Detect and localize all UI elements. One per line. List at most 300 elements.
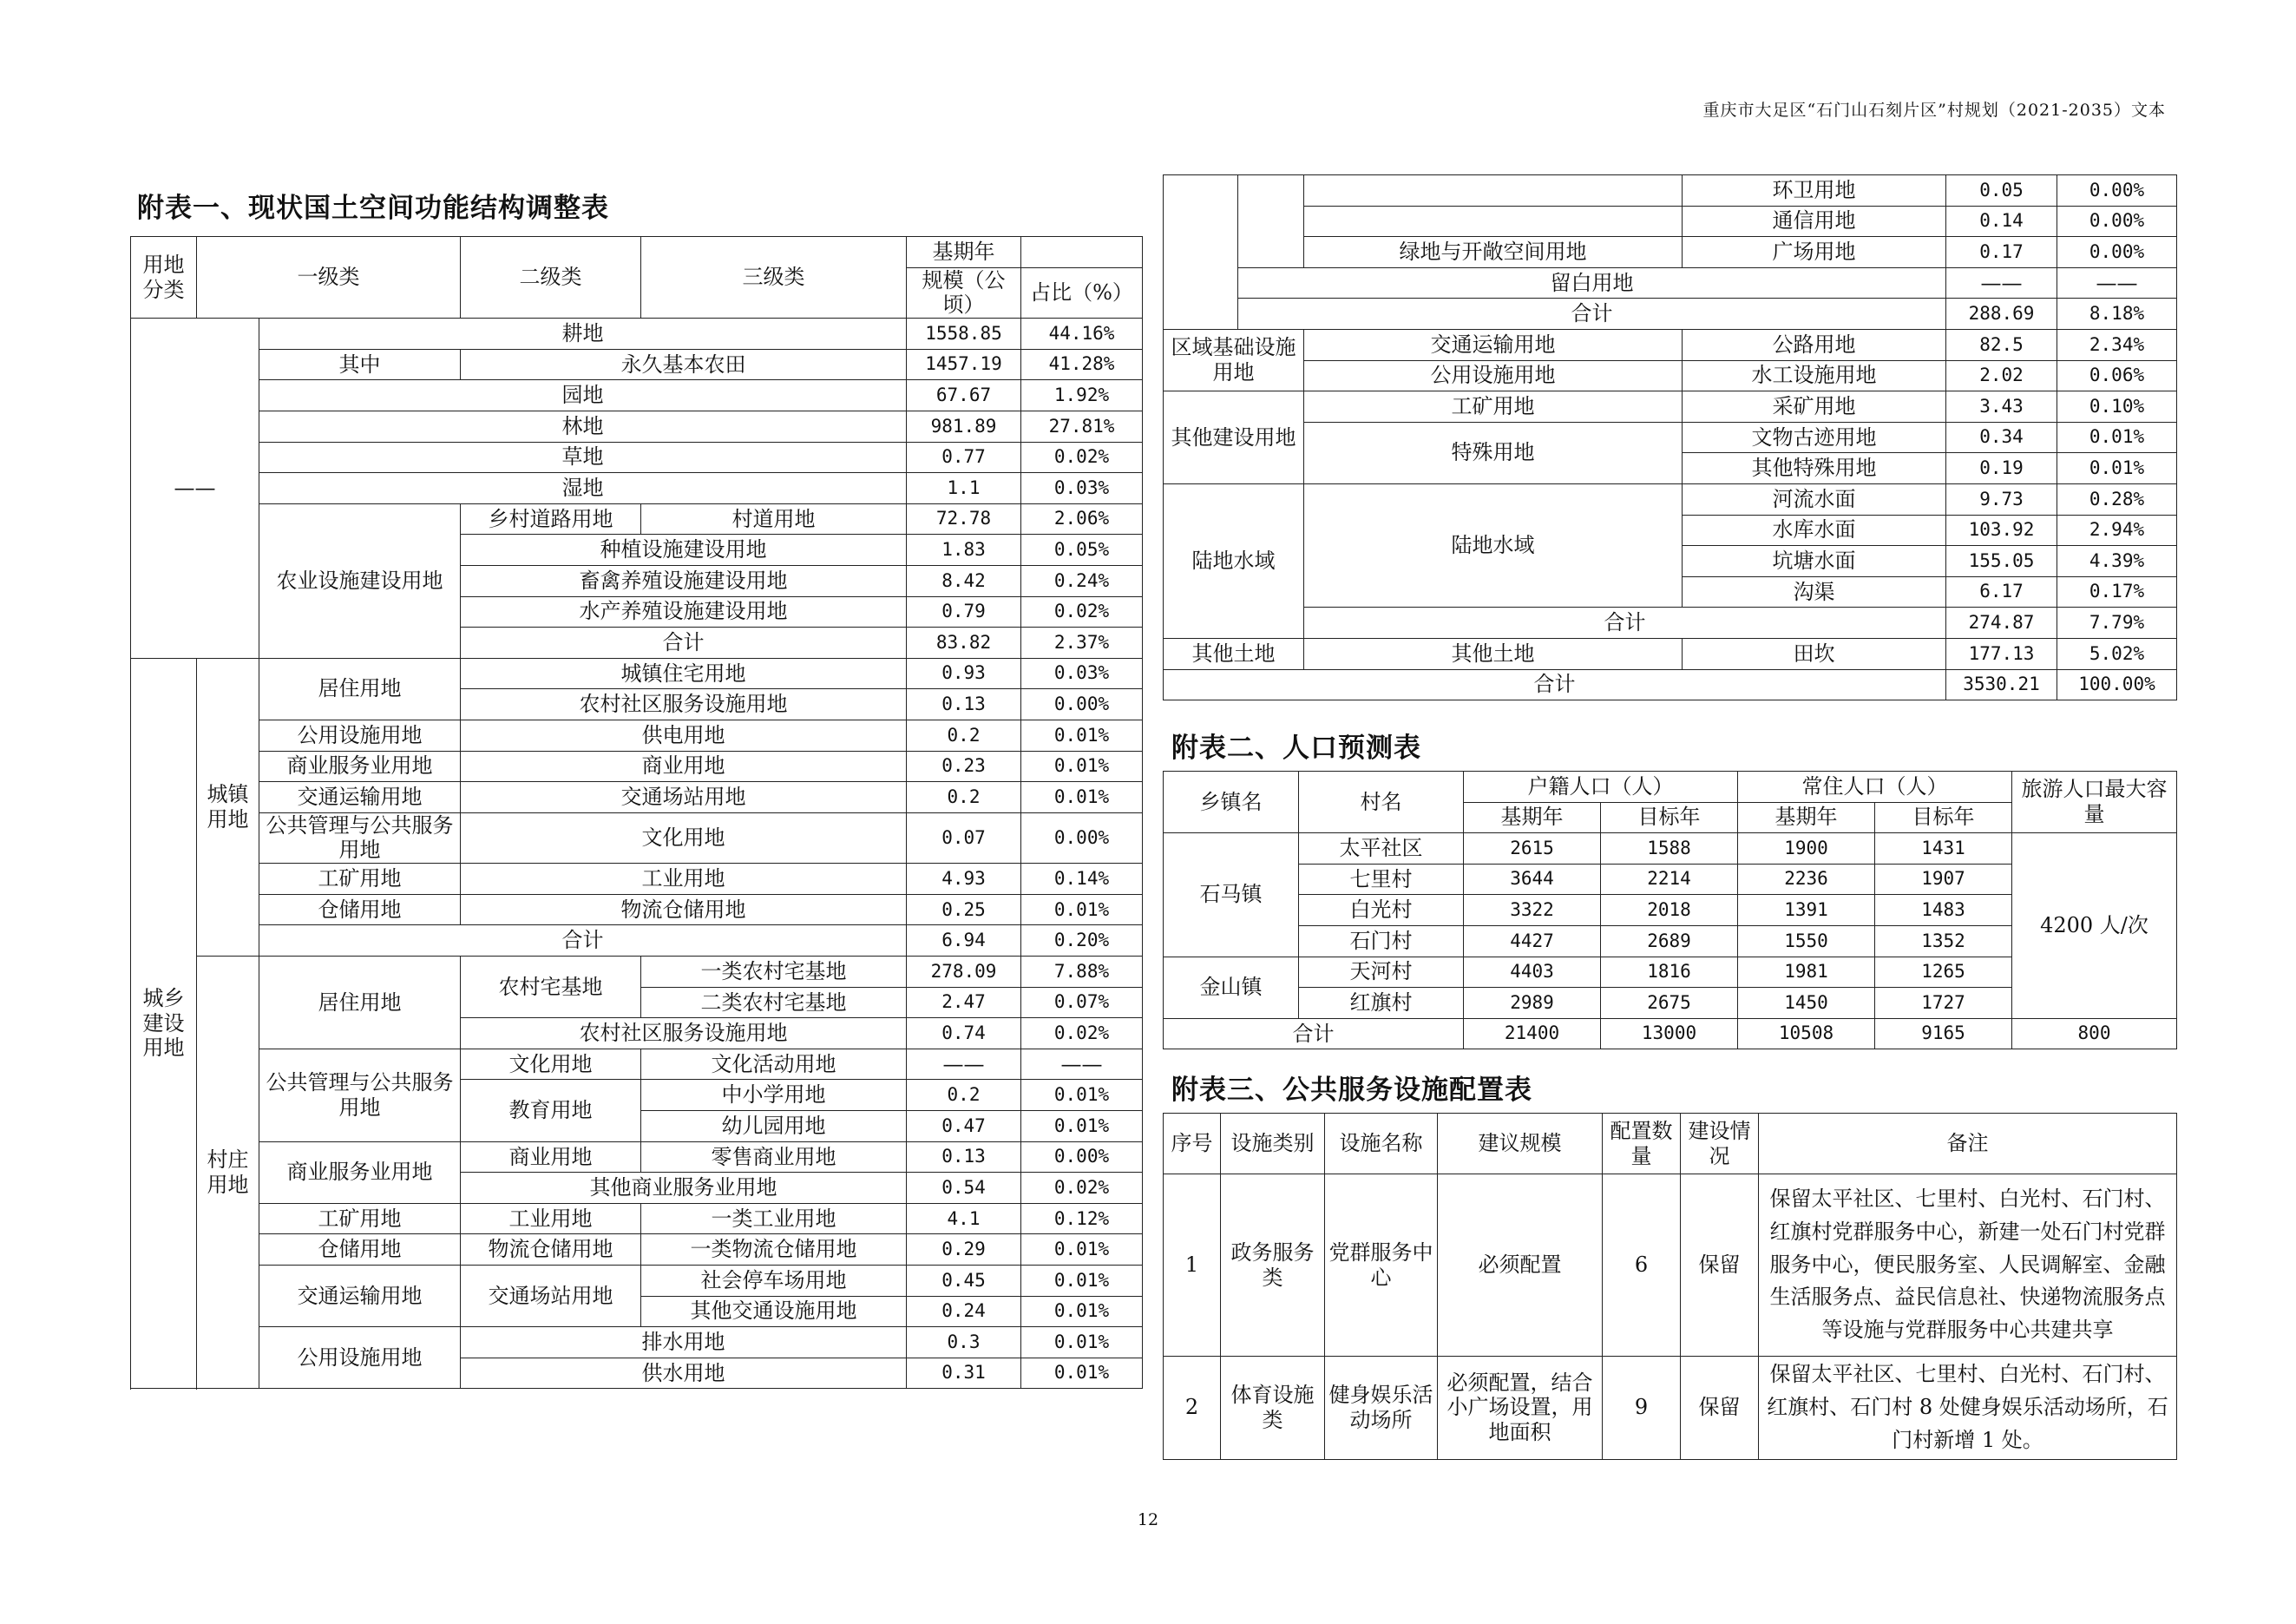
table-cell: 10508 xyxy=(1738,1018,1875,1049)
table-cell: 4.39% xyxy=(2057,546,2177,577)
table-cell: 0.01% xyxy=(2057,422,2177,453)
table-cell: 274.87 xyxy=(1946,608,2057,639)
table-cell: 9.73 xyxy=(1946,483,2057,515)
table-cell: 其他商业服务业用地 xyxy=(461,1173,907,1204)
table-cell: 其他建设用地 xyxy=(1164,391,1304,484)
header-cell: 设施名称 xyxy=(1325,1114,1438,1174)
table-row xyxy=(131,1234,1143,1266)
table-cell: 仓储用地 xyxy=(259,894,461,925)
table-cell: 0.74 xyxy=(907,1018,1021,1049)
table-cell: 1907 xyxy=(1875,864,2012,895)
table-cell: 农村社区服务设施用地 xyxy=(461,689,907,720)
table-row xyxy=(131,1266,1143,1297)
table-cell: 工业用地 xyxy=(461,1203,641,1234)
table-cell: 0.31 xyxy=(907,1358,1021,1389)
table-cell: 商业用地 xyxy=(461,1141,641,1173)
table-cell: 交通场站用地 xyxy=(461,1266,641,1327)
table-cell: 0.93 xyxy=(907,658,1021,689)
table-cell: 1900 xyxy=(1738,833,1875,865)
table-cell: 文物古迹用地 xyxy=(1683,422,1946,453)
table-cell: 8.18% xyxy=(2057,299,2177,330)
header-cell: 序号 xyxy=(1164,1114,1221,1174)
table-row xyxy=(131,894,1143,925)
header-cell: 基期年 xyxy=(907,237,1021,268)
table-cell: 1550 xyxy=(1738,925,1875,957)
table-cell: 公共管理与公共服务用地 xyxy=(259,1049,461,1141)
header-cell: 一级类 xyxy=(197,237,461,319)
table-cell: 0.34 xyxy=(1946,422,2057,453)
table-cell: 石门村 xyxy=(1299,925,1464,957)
table-cell: 文化用地 xyxy=(461,1049,641,1080)
table-cell: 0.01% xyxy=(1021,1358,1143,1389)
table-cell: 1352 xyxy=(1875,925,2012,957)
table-cell: 177.13 xyxy=(1946,638,2057,669)
table-cell: 2.47 xyxy=(907,987,1021,1018)
table-cell: 水工设施用地 xyxy=(1683,360,1946,391)
table-cell: 零售商业用地 xyxy=(641,1141,907,1173)
table-row xyxy=(131,864,1143,895)
table-cell: 41.28% xyxy=(1021,349,1143,380)
table-cell xyxy=(1164,175,1238,330)
table-cell: 0.00% xyxy=(1021,1141,1143,1173)
table-cell: 政务服务类 xyxy=(1221,1174,1325,1357)
table-cell: 2.37% xyxy=(1021,628,1143,659)
table-cell: 交通运输用地 xyxy=(259,1266,461,1327)
header-cell: 目标年 xyxy=(1601,802,1738,833)
land-structure-table-continued xyxy=(1163,174,2177,700)
table-cell xyxy=(1304,206,1683,237)
table-cell: 7.79% xyxy=(2057,608,2177,639)
table-row xyxy=(131,349,1143,380)
table-cell: 物流仓储用地 xyxy=(461,1234,641,1266)
table-cell: 坑塘水面 xyxy=(1683,546,1946,577)
table-cell: 83.82 xyxy=(907,628,1021,659)
table-row xyxy=(1164,833,2177,865)
table-row xyxy=(1164,669,2177,700)
table-cell: 2.34% xyxy=(2057,329,2177,360)
table-row xyxy=(1164,206,2177,237)
table-row xyxy=(131,925,1143,957)
table-cell: 合计 xyxy=(1238,299,1946,330)
table-cell: 太平社区 xyxy=(1299,833,1464,865)
table-cell: 0.10% xyxy=(2057,391,2177,423)
table-cell: 公用设施用地 xyxy=(1304,360,1683,391)
table-cell: 农村宅基地 xyxy=(461,957,641,1018)
table-cell: 0.02% xyxy=(1021,1173,1143,1204)
table-cell: 种植设施建设用地 xyxy=(461,535,907,566)
table-cell: 0.25 xyxy=(907,894,1021,925)
table-cell: 0.01% xyxy=(1021,720,1143,751)
table-cell: 园地 xyxy=(259,380,907,411)
table-cell: 城镇用地 xyxy=(197,658,259,956)
table-cell: —— xyxy=(1946,267,2057,299)
table-cell: 0.17% xyxy=(2057,576,2177,608)
table-row xyxy=(131,1203,1143,1234)
table-cell: 合计 xyxy=(1164,669,1946,700)
table-cell: 9 xyxy=(1603,1357,1681,1460)
table-cell: 供水用地 xyxy=(461,1358,907,1389)
table-cell: 白光村 xyxy=(1299,895,1464,926)
table-row xyxy=(1164,1114,2177,1174)
header-cell: 户籍人口（人） xyxy=(1464,772,1738,803)
table-cell: 1265 xyxy=(1875,957,2012,988)
table-cell: 0.01% xyxy=(1021,1111,1143,1142)
table-cell: 0.01% xyxy=(1021,1296,1143,1327)
table-cell: 公用设施用地 xyxy=(259,1327,461,1389)
table-cell: 物流仓储用地 xyxy=(461,894,907,925)
table-cell: 6 xyxy=(1603,1174,1681,1357)
table-row xyxy=(1164,360,2177,391)
table-cell: 0.00% xyxy=(2057,175,2177,207)
table-row xyxy=(1164,772,2177,803)
table-row xyxy=(1164,608,2177,639)
table-cell xyxy=(1304,175,1683,207)
table-cell: 二类农村宅基地 xyxy=(641,987,907,1018)
table-cell: 排水用地 xyxy=(461,1327,907,1358)
table-cell: 金山镇 xyxy=(1164,957,1299,1018)
table-row xyxy=(131,1141,1143,1173)
table-cell: 村庄用地 xyxy=(197,957,259,1389)
table-cell: 红旗村 xyxy=(1299,988,1464,1019)
table-cell: 其他特殊用地 xyxy=(1683,453,1946,484)
table-cell: 广场用地 xyxy=(1683,237,1946,268)
table-cell: 畜禽养殖设施建设用地 xyxy=(461,565,907,596)
table-cell: 农业设施建设用地 xyxy=(259,503,461,658)
land-structure-table xyxy=(130,236,1143,1389)
table-cell: 保留 xyxy=(1681,1174,1759,1357)
table-cell: 交通场站用地 xyxy=(461,782,907,813)
table-cell: 0.01% xyxy=(1021,1080,1143,1111)
table-cell: 0.14% xyxy=(1021,864,1143,895)
table-row xyxy=(131,237,1143,268)
population-table xyxy=(1163,771,2177,1049)
table-cell: 文化用地 xyxy=(461,812,907,864)
table-cell: 0.24% xyxy=(1021,565,1143,596)
table-cell: 0.79 xyxy=(907,596,1021,628)
table-cell: 居住用地 xyxy=(259,957,461,1049)
table-cell: 4.93 xyxy=(907,864,1021,895)
table-cell: 0.06% xyxy=(2057,360,2177,391)
header-cell: 村名 xyxy=(1299,772,1464,833)
table-cell: 1588 xyxy=(1601,833,1738,865)
table-cell: 河流水面 xyxy=(1683,483,1946,515)
table-cell: 72.78 xyxy=(907,503,1021,535)
table-cell: 100.00% xyxy=(2057,669,2177,700)
table-cell: 0.07 xyxy=(907,812,1021,864)
table-cell: 800 xyxy=(2012,1018,2177,1049)
table-cell: 天河村 xyxy=(1299,957,1464,988)
table-cell: 其他交通设施用地 xyxy=(641,1296,907,1327)
table-cell: 区域基础设施用地 xyxy=(1164,329,1304,391)
table-cell: 0.01% xyxy=(2057,453,2177,484)
header-cell: 占比（%） xyxy=(1021,267,1143,319)
table-cell: 2675 xyxy=(1601,988,1738,1019)
table-cell: 1558.85 xyxy=(907,319,1021,350)
table-cell: 湿地 xyxy=(259,473,907,504)
table-cell: 村道用地 xyxy=(641,503,907,535)
table-cell: 2.06% xyxy=(1021,503,1143,535)
table-cell: 1981 xyxy=(1738,957,1875,988)
section-title-2: 附表二、人口预测表 xyxy=(1171,733,1421,764)
table-cell: —— xyxy=(907,1049,1021,1080)
public-service-table xyxy=(1163,1113,2177,1460)
header-cell: 三级类 xyxy=(641,237,907,319)
table-cell: 农村社区服务设施用地 xyxy=(461,1018,907,1049)
table-cell: 合计 xyxy=(259,925,907,957)
table-cell: 特殊用地 xyxy=(1304,422,1683,483)
table-row xyxy=(1164,422,2177,453)
table-cell: 0.00% xyxy=(1021,689,1143,720)
table-cell: 必须配置 xyxy=(1438,1174,1603,1357)
table-cell: 0.00% xyxy=(1021,812,1143,864)
table-cell: 0.02% xyxy=(1021,596,1143,628)
table-cell: 2018 xyxy=(1601,895,1738,926)
table-cell: 社会停车场用地 xyxy=(641,1266,907,1297)
table-cell: 其他土地 xyxy=(1164,638,1304,669)
header-cell: 旅游人口最大容量 xyxy=(2012,772,2177,833)
table-cell: 一类物流仓储用地 xyxy=(641,1234,907,1266)
table-row xyxy=(1164,391,2177,423)
table-cell: 3530.21 xyxy=(1946,669,2057,700)
table-cell: 保留太平社区、七里村、白光村、石门村、红旗村、石门村 8 处健身娱乐活动场所，石门村新增 1 处。 xyxy=(1759,1357,2177,1460)
table-row xyxy=(1164,299,2177,330)
table-cell: 155.05 xyxy=(1946,546,2057,577)
table-cell: 其中 xyxy=(259,349,461,380)
table-cell: 永久基本农田 xyxy=(461,349,907,380)
header-cell: 目标年 xyxy=(1875,802,2012,833)
table-cell: 0.00% xyxy=(2057,237,2177,268)
table-cell: 交通运输用地 xyxy=(259,782,461,813)
table-row xyxy=(1164,175,2177,207)
table-cell: 环卫用地 xyxy=(1683,175,1946,207)
table-cell: 1.92% xyxy=(1021,380,1143,411)
table-cell: 4403 xyxy=(1464,957,1601,988)
table-cell: 0.2 xyxy=(907,782,1021,813)
table-row xyxy=(131,319,1143,350)
table-cell: 0.14 xyxy=(1946,206,2057,237)
table-cell: 居住用地 xyxy=(259,658,461,720)
header-cell: 用地分类 xyxy=(131,237,197,319)
section-title-3: 附表三、公共服务设施配置表 xyxy=(1171,1075,1532,1106)
table-cell: 0.47 xyxy=(907,1111,1021,1142)
table-cell: 2989 xyxy=(1464,988,1601,1019)
table-cell: 3.43 xyxy=(1946,391,2057,423)
table-cell: 1727 xyxy=(1875,988,2012,1019)
table-row xyxy=(131,1049,1143,1080)
table-cell: 教育用地 xyxy=(461,1080,641,1141)
table-cell: 0.03% xyxy=(1021,658,1143,689)
table-cell: 交通运输用地 xyxy=(1304,329,1683,360)
header-cell: 基期年 xyxy=(1738,802,1875,833)
table-cell: 0.01% xyxy=(1021,1266,1143,1297)
header-cell: 规模（公顷） xyxy=(907,267,1021,319)
table-cell: 保留 xyxy=(1681,1357,1759,1460)
table-cell: 7.88% xyxy=(1021,957,1143,988)
table-cell: —— xyxy=(131,319,259,659)
table-row xyxy=(131,411,1143,442)
table-cell: 0.01% xyxy=(1021,894,1143,925)
table-cell: 陆地水域 xyxy=(1304,483,1683,607)
table-cell: 103.92 xyxy=(1946,515,2057,546)
table-cell: 1483 xyxy=(1875,895,2012,926)
table-cell: 2236 xyxy=(1738,864,1875,895)
table-row xyxy=(1164,237,2177,268)
table-row xyxy=(1164,483,2177,515)
table-cell: 林地 xyxy=(259,411,907,442)
page-number: 12 xyxy=(1137,1510,1159,1529)
table-row xyxy=(131,1327,1143,1358)
table-cell: 0.28% xyxy=(2057,483,2177,515)
header-cell xyxy=(1021,237,1143,268)
header-cell: 配置数量 xyxy=(1603,1114,1681,1174)
header-cell: 基期年 xyxy=(1464,802,1601,833)
table-row xyxy=(1164,329,2177,360)
table-cell: 工矿用地 xyxy=(259,1203,461,1234)
table-cell: 合计 xyxy=(1304,608,1946,639)
table-cell: 6.94 xyxy=(907,925,1021,957)
table-cell: 0.02% xyxy=(1021,442,1143,473)
header-cell: 建设情况 xyxy=(1681,1114,1759,1174)
table-cell: 0.17 xyxy=(1946,237,2057,268)
table-cell: 0.01% xyxy=(1021,1327,1143,1358)
table-cell: 公共管理与公共服务用地 xyxy=(259,812,461,864)
table-cell: 21400 xyxy=(1464,1018,1601,1049)
table-cell: 0.29 xyxy=(907,1234,1021,1266)
table-cell: 仓储用地 xyxy=(259,1234,461,1266)
table-cell: 0.2 xyxy=(907,720,1021,751)
table-cell: 4200 人/次 xyxy=(2012,833,2177,1019)
table-cell: 5.02% xyxy=(2057,638,2177,669)
header-cell: 备注 xyxy=(1759,1114,2177,1174)
table-cell: 0.45 xyxy=(907,1266,1021,1297)
table-cell: 9165 xyxy=(1875,1018,2012,1049)
table-cell: 水库水面 xyxy=(1683,515,1946,546)
table-cell: 石马镇 xyxy=(1164,833,1299,957)
header-cell: 二级类 xyxy=(461,237,641,319)
table-cell: 1.1 xyxy=(907,473,1021,504)
table-cell: 商业服务业用地 xyxy=(259,751,461,782)
table-cell: 0.54 xyxy=(907,1173,1021,1204)
table-cell: 合计 xyxy=(461,628,907,659)
table-cell: 8.42 xyxy=(907,565,1021,596)
table-cell: 城乡建设用地 xyxy=(131,658,197,1389)
table-cell: 2.02 xyxy=(1946,360,2057,391)
table-cell: 67.67 xyxy=(907,380,1021,411)
table-cell: 3644 xyxy=(1464,864,1601,895)
table-cell: 0.77 xyxy=(907,442,1021,473)
table-cell: 0.01% xyxy=(1021,751,1143,782)
table-cell: 2 xyxy=(1164,1357,1221,1460)
table-row xyxy=(131,442,1143,473)
table-cell: 44.16% xyxy=(1021,319,1143,350)
table-cell: 水产养殖设施建设用地 xyxy=(461,596,907,628)
table-cell: 278.09 xyxy=(907,957,1021,988)
table-cell: —— xyxy=(1021,1049,1143,1080)
header-cell: 建议规模 xyxy=(1438,1114,1603,1174)
table-cell: 一类农村宅基地 xyxy=(641,957,907,988)
table-cell: 1450 xyxy=(1738,988,1875,1019)
table-cell: 一类工业用地 xyxy=(641,1203,907,1234)
table-cell: 13000 xyxy=(1601,1018,1738,1049)
table-cell: 必须配置，结合小广场设置，用地面积 xyxy=(1438,1357,1603,1460)
table-cell: 2689 xyxy=(1601,925,1738,957)
table-cell: 0.13 xyxy=(907,1141,1021,1173)
table-cell: 82.5 xyxy=(1946,329,2057,360)
table-cell: 沟渠 xyxy=(1683,576,1946,608)
table-cell: 中小学用地 xyxy=(641,1080,907,1111)
table-cell: 耕地 xyxy=(259,319,907,350)
table-cell: 0.01% xyxy=(1021,782,1143,813)
table-cell: 4.1 xyxy=(907,1203,1021,1234)
table-cell: 1457.19 xyxy=(907,349,1021,380)
table-cell: 0.13 xyxy=(907,689,1021,720)
table-cell: 留白用地 xyxy=(1238,267,1946,299)
table-cell: 工业用地 xyxy=(461,864,907,895)
table-cell: 1391 xyxy=(1738,895,1875,926)
table-cell: 0.23 xyxy=(907,751,1021,782)
table-cell: 商业服务业用地 xyxy=(259,1141,461,1203)
table-cell: 0.05 xyxy=(1946,175,2057,207)
table-row xyxy=(131,782,1143,813)
table-cell: 0.03% xyxy=(1021,473,1143,504)
table-cell: 4427 xyxy=(1464,925,1601,957)
table-cell: 公路用地 xyxy=(1683,329,1946,360)
table-cell: 2.94% xyxy=(2057,515,2177,546)
table-cell: 27.81% xyxy=(1021,411,1143,442)
table-cell: 2615 xyxy=(1464,833,1601,865)
table-cell: 2214 xyxy=(1601,864,1738,895)
table-cell: 七里村 xyxy=(1299,864,1464,895)
table-cell: 6.17 xyxy=(1946,576,2057,608)
table-cell: 0.20% xyxy=(1021,925,1143,957)
table-row xyxy=(131,473,1143,504)
table-cell: 商业用地 xyxy=(461,751,907,782)
table-cell: 1816 xyxy=(1601,957,1738,988)
table-cell: 通信用地 xyxy=(1683,206,1946,237)
table-cell: 体育设施类 xyxy=(1221,1357,1325,1460)
table-cell: 采矿用地 xyxy=(1683,391,1946,423)
page-header: 重庆市大足区“石门山石刻片区”村规划（2021-2035）文本 xyxy=(1702,101,2166,120)
table-cell: 文化活动用地 xyxy=(641,1049,907,1080)
table-cell: 工矿用地 xyxy=(1304,391,1683,423)
table-cell: 健身娱乐活动场所 xyxy=(1325,1357,1438,1460)
table-cell: 公用设施用地 xyxy=(259,720,461,751)
table-cell: 288.69 xyxy=(1946,299,2057,330)
table-cell: 田坎 xyxy=(1683,638,1946,669)
table-cell: 保留太平社区、七里村、白光村、石门村、红旗村党群服务中心，新建一处石门村党群服务中心，便民服务室、人民调解室、金融生活服务点、益民信息社、快递物流服务点等设施与党群服务中心共建共享 xyxy=(1759,1174,2177,1357)
table-row xyxy=(1164,1174,2177,1357)
table-cell: 陆地水域 xyxy=(1164,483,1304,638)
table-row xyxy=(131,720,1143,751)
table-cell: 党群服务中心 xyxy=(1325,1174,1438,1357)
table-row xyxy=(131,503,1143,535)
table-cell: 城镇住宅用地 xyxy=(461,658,907,689)
table-row xyxy=(1164,1357,2177,1460)
table-cell: 0.12% xyxy=(1021,1203,1143,1234)
table-cell: 幼儿园用地 xyxy=(641,1111,907,1142)
table-cell: 工矿用地 xyxy=(259,864,461,895)
header-cell: 设施类别 xyxy=(1221,1114,1325,1174)
section-title-1: 附表一、现状国土空间功能结构调整表 xyxy=(137,193,609,224)
table-cell: 0.2 xyxy=(907,1080,1021,1111)
table-cell: 981.89 xyxy=(907,411,1021,442)
table-cell: 3322 xyxy=(1464,895,1601,926)
table-cell: 0.01% xyxy=(1021,1234,1143,1266)
table-row xyxy=(131,658,1143,689)
table-cell: 0.3 xyxy=(907,1327,1021,1358)
header-cell: 乡镇名 xyxy=(1164,772,1299,833)
table-cell: 0.02% xyxy=(1021,1018,1143,1049)
